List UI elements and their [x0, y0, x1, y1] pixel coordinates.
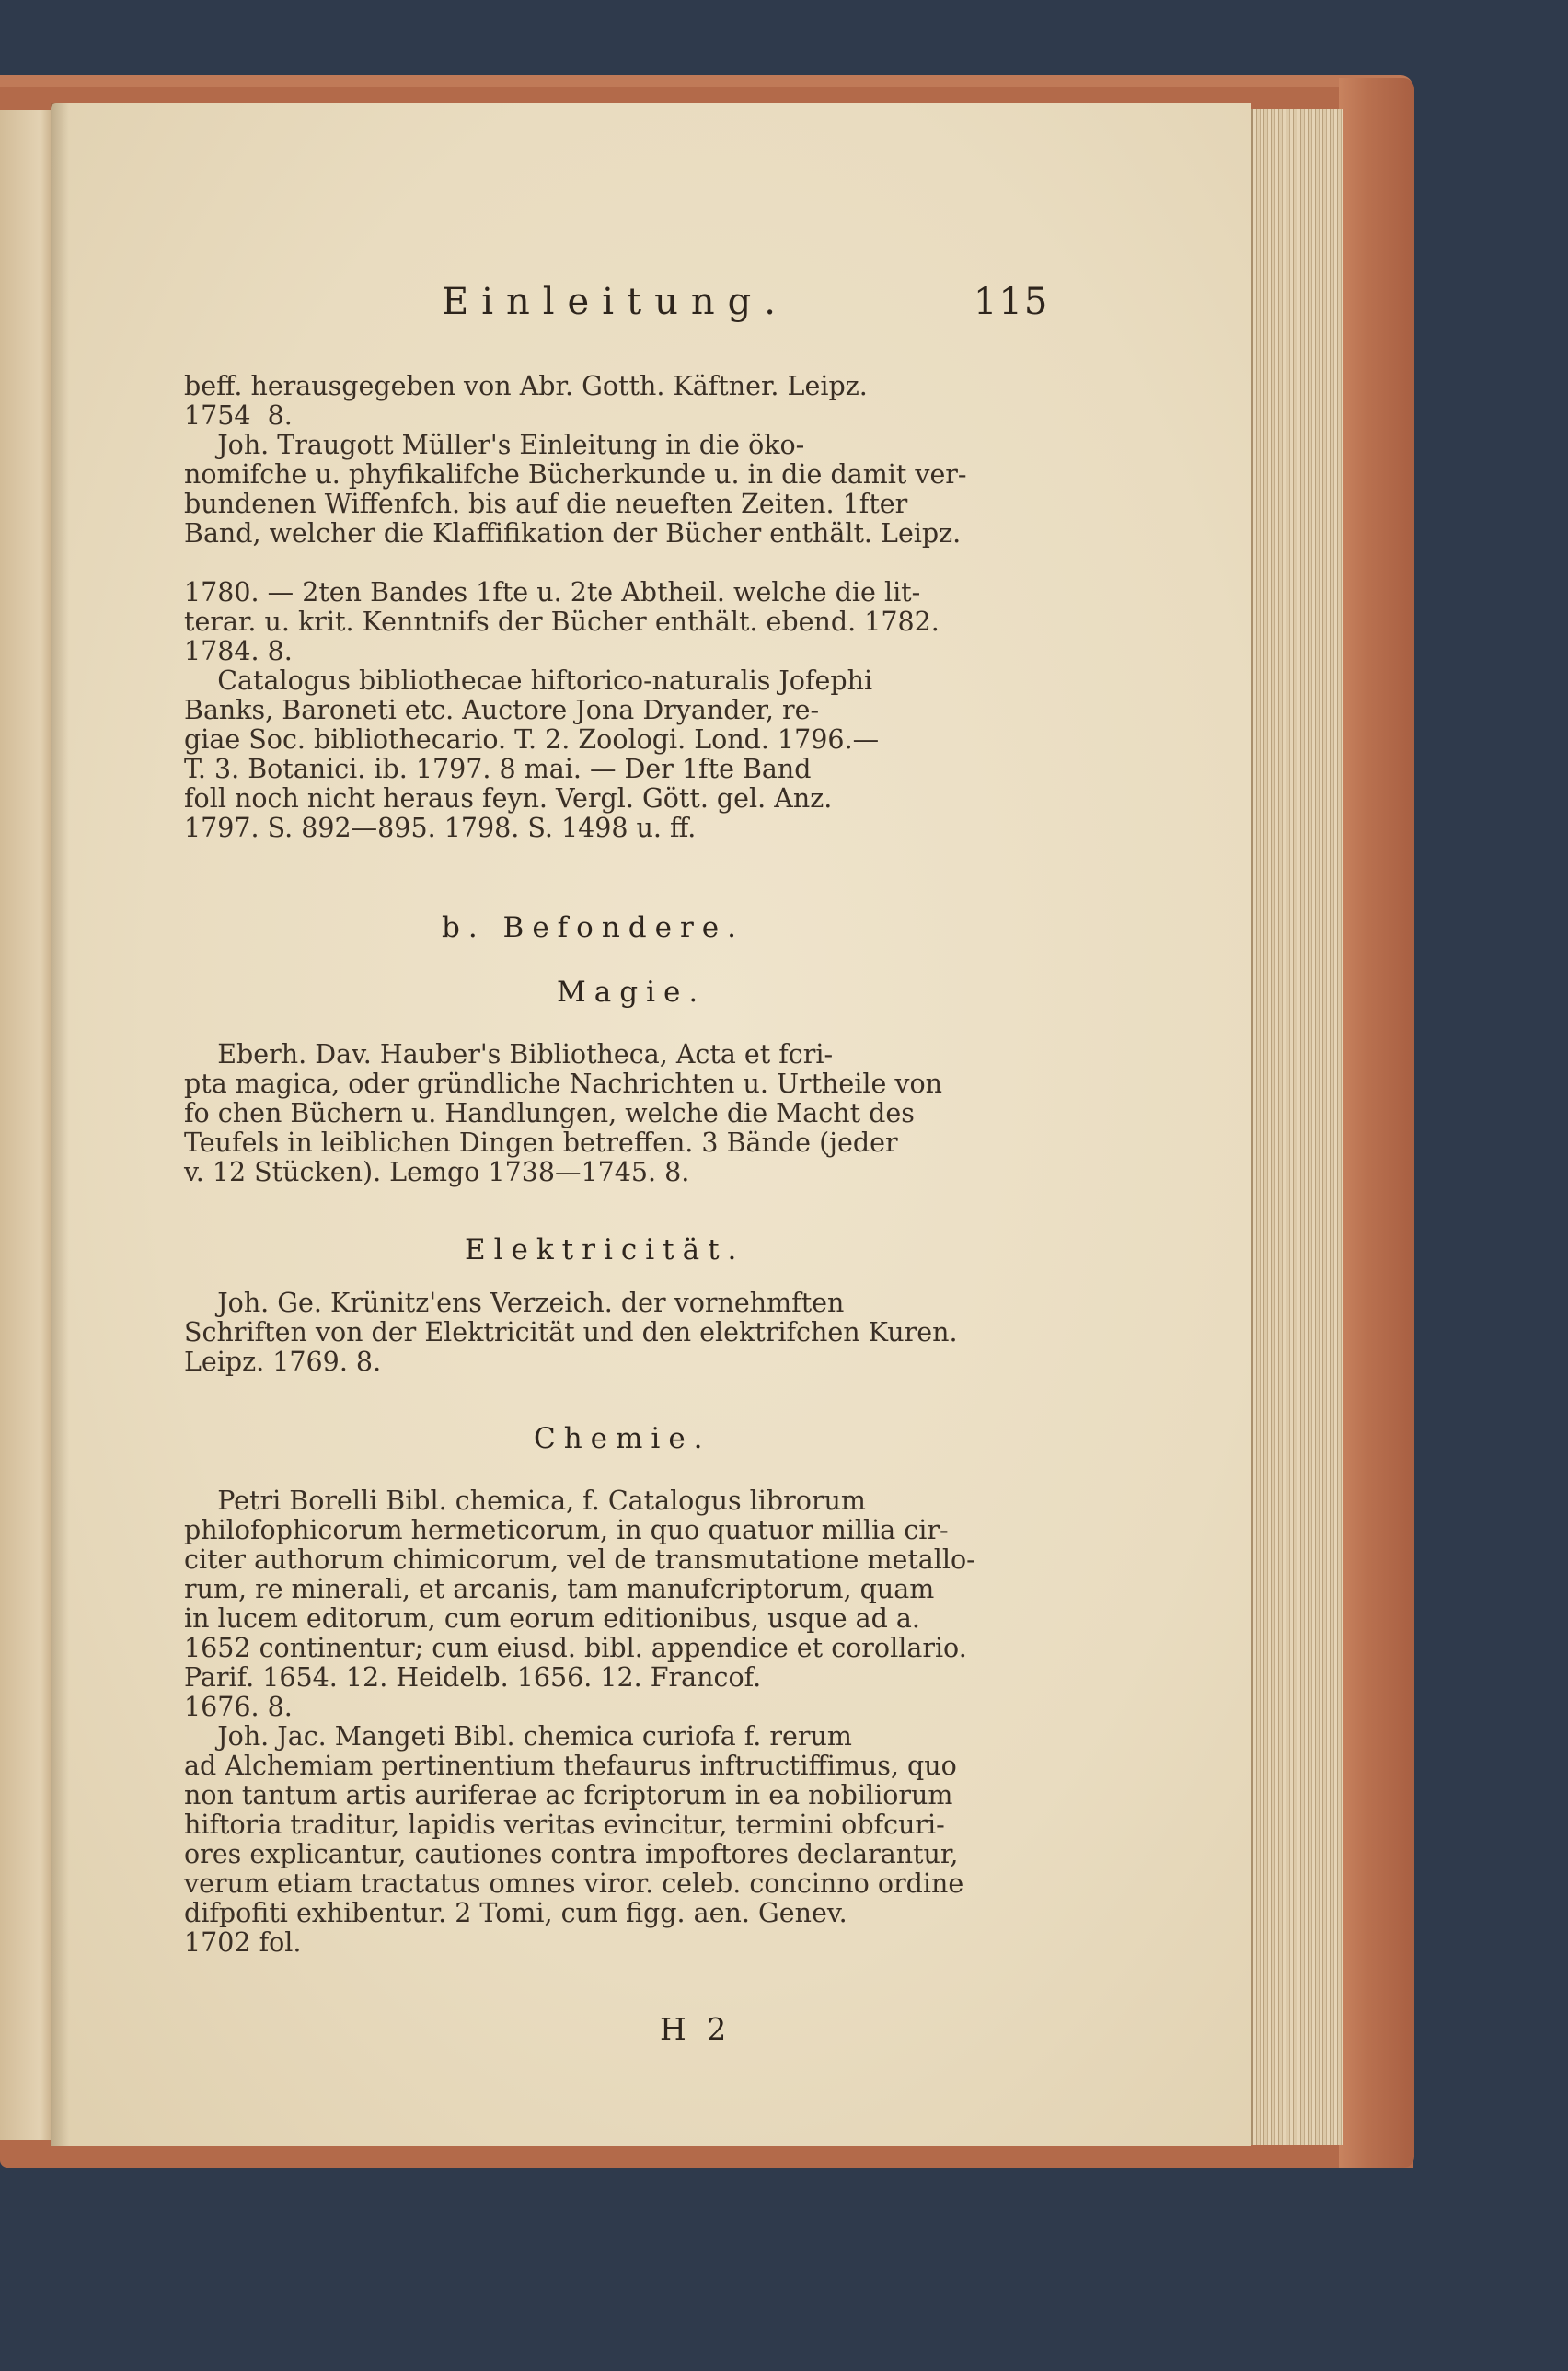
- text-line: 1702 fol.: [184, 1927, 302, 1958]
- text-line: fo chen Büchern u. Handlungen, welche die Macht des: [184, 1098, 915, 1128]
- subsection-heading-magie: Magie.: [557, 976, 707, 1009]
- text-line: 1676. 8.: [184, 1692, 293, 1722]
- text-line: Band, welcher die Klaffifikation der Bücher enthält. Leipz.: [184, 518, 962, 549]
- page-stack-edges: [1251, 109, 1343, 2145]
- section-heading: b. Befondere.: [442, 911, 744, 944]
- text-line: Banks, Baroneti etc. Auctore Jona Dryander, re-: [184, 695, 820, 725]
- text-line: Joh. Jac. Mangeti Bibl. chemica curiofa f. rerum: [184, 1721, 852, 1752]
- text-line: giae Soc. bibliothecario. T. 2. Zoologi. Lond. 1796.—: [184, 724, 880, 755]
- text-line: Joh. Ge. Krünitz'ens Verzeich. der vornehmften: [184, 1288, 845, 1318]
- text-line: rum, re minerali, et arcanis, tam manufcriptorum, quam: [184, 1574, 935, 1604]
- text-line: terar. u. krit. Kenntnifs der Bücher enthält. ebend. 1782.: [184, 607, 940, 637]
- text-line: difpofiti exhibentur. 2 Tomi, cum figg. aen. Genev.: [184, 1898, 847, 1928]
- text-line: Leipz. 1769. 8.: [184, 1347, 382, 1377]
- text-line: 1780. — 2ten Bandes 1fte u. 2te Abtheil. welche die lit-: [184, 577, 921, 607]
- text-line: 1754 8.: [184, 400, 293, 431]
- signature-mark: H 2: [660, 2011, 732, 2047]
- text-line: v. 12 Stücken). Lemgo 1738—1745. 8.: [184, 1157, 690, 1187]
- text-line: nomifche u. phyfikalifche Bücherkunde u. in die damit ver-: [184, 459, 967, 490]
- text-line: foll noch nicht heraus feyn. Vergl. Gött. gel. Anz.: [184, 783, 833, 814]
- facing-page-edge: [0, 110, 51, 2140]
- text-line: bundenen Wiffenfch. bis auf die neueften Zeiten. 1fter: [184, 489, 908, 519]
- text-line: Eberh. Dav. Hauber's Bibliotheca, Acta et fcri-: [184, 1039, 834, 1070]
- text-line: Petri Borelli Bibl. chemica, f. Catalogus librorum: [184, 1486, 866, 1516]
- text-line: 1652 continentur; cum eiusd. bibl. appendice et corollario.: [184, 1633, 967, 1663]
- book-cover-edge: [1339, 78, 1414, 2168]
- text-line: 1797. S. 892—895. 1798. S. 1498 u. ff.: [184, 813, 697, 843]
- text-line: in lucem editorum, cum eorum editionibus, usque ad a.: [184, 1603, 920, 1634]
- text-line: philofophicorum hermeticorum, in quo quatuor millia cir-: [184, 1515, 949, 1545]
- text-line: pta magica, oder gründliche Nachrichten u. Urtheile von: [184, 1069, 943, 1099]
- text-line: hiftoria traditur, lapidis veritas evincitur, termini obfcuri-: [184, 1810, 945, 1840]
- text-line: verum etiam tractatus omnes viror. celeb. concinno ordine: [184, 1868, 964, 1899]
- subsection-heading-elektricitaet: Elektricität.: [465, 1233, 745, 1266]
- running-head: Einleitung.: [442, 281, 789, 323]
- text-line: ores explicantur, cautiones contra impoftores declarantur,: [184, 1839, 959, 1869]
- text-line: Parif. 1654. 12. Heidelb. 1656. 12. Francof.: [184, 1662, 762, 1693]
- page-number: 115: [974, 281, 1050, 323]
- page-gutter-shadow: [51, 103, 69, 2146]
- subsection-heading-chemie: Chemie.: [534, 1422, 711, 1455]
- text-line: Schriften von der Elektricität und den elektrifchen Kuren.: [184, 1317, 958, 1347]
- text-line: ad Alchemiam pertinentium thefaurus inftructiffimus, quo: [184, 1751, 957, 1781]
- text-line: non tantum artis auriferae ac fcriptorum in ea nobiliorum: [184, 1780, 953, 1810]
- text-line: Joh. Traugott Müller's Einleitung in die öko-: [184, 430, 805, 460]
- text-line: beff. herausgegeben von Abr. Gotth. Käftner. Leipz.: [184, 371, 868, 401]
- text-line: Teufels in leiblichen Dingen betreffen. 3 Bände (jeder: [184, 1128, 898, 1158]
- text-line: T. 3. Botanici. ib. 1797. 8 mai. — Der 1fte Band: [184, 754, 812, 784]
- text-line: Catalogus bibliothecae hiftorico-naturalis Jofephi: [184, 665, 873, 696]
- text-line: citer authorum chimicorum, vel de transmutatione metallo-: [184, 1544, 975, 1575]
- text-line: 1784. 8.: [184, 636, 293, 666]
